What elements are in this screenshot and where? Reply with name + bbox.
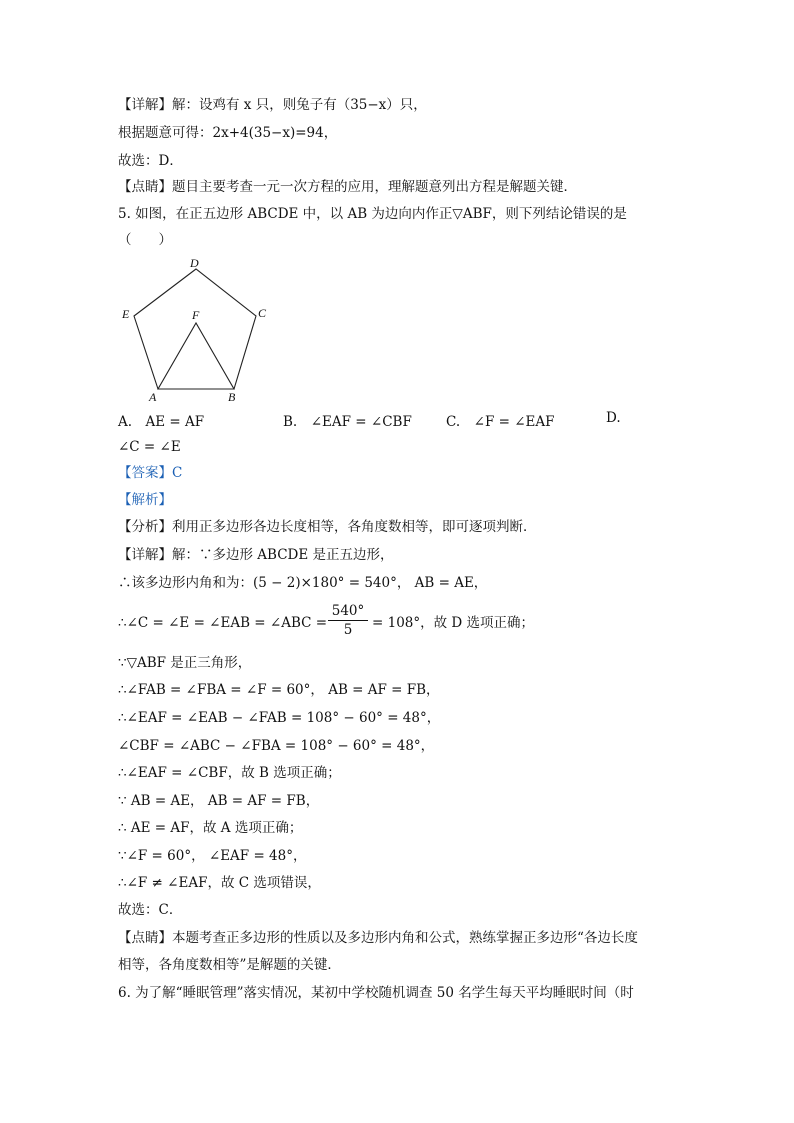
detail-line-2: ∴该多边形内角和为：(5 − 2)×180° = 540°， AB = AE， (118, 575, 488, 591)
detail-line-4: ∵▽ABF 是正三角形， (118, 655, 252, 671)
label-c: C (258, 306, 267, 320)
pentagon-figure (118, 255, 278, 405)
fraction-540-over-5 (328, 602, 368, 639)
analysis-tag: 【解析】 (118, 492, 172, 508)
triangle-abf (158, 323, 234, 389)
option-b: B. ∠EAF = ∠CBF (283, 414, 412, 430)
detail-line-3-right: = 108°，故 D 选项正确； (372, 615, 535, 631)
detail-line-11: ∵∠F = 60°， ∠EAF = 48°， (118, 848, 307, 864)
analysis-text: 【分析】利用正多边形各边长度相等，各角度数相等，即可逐项判断． (118, 519, 537, 535)
line-equation: 根据题意可得：2x+4(35−x)=94， (118, 125, 338, 141)
pentagon-abcde (134, 269, 256, 389)
fraction-denominator: 5 (343, 622, 353, 638)
detail-line-6: ∴∠EAF = ∠EAB − ∠FAB = 108° − 60° = 48°， (118, 710, 441, 726)
comment-line-2: 相等，各角度数相等”是解题的关键． (118, 957, 341, 973)
label-f: F (192, 308, 200, 322)
label-e: E (122, 307, 130, 321)
detail-line-8: ∴∠EAF = ∠CBF，故 B 选项正确； (118, 765, 341, 781)
option-d: D. (606, 410, 621, 426)
question-6: 6. 为了解“睡眠管理”落实情况，某初中学校随机调查 50 名学生每天平均睡眠时间（时 (118, 985, 634, 1001)
detail-line-13: 故选：C． (118, 902, 183, 918)
comment-line-1: 【点睛】本题考查正多边形的性质以及多边形内角和公式，熟练掌握正多边形“各边长度 (118, 930, 638, 946)
option-a: A. AE = AF (118, 414, 205, 430)
label-a: A (149, 390, 157, 404)
label-b: B (228, 390, 236, 404)
question-5-blank: （ ） (118, 232, 172, 248)
detail-line-5: ∴∠FAB = ∠FBA = ∠F = 60°， AB = AF = FB， (118, 682, 440, 698)
label-d: D (190, 256, 199, 270)
option-c: C. ∠F = ∠EAF (446, 414, 555, 430)
option-d-content: ∠C = ∠E (118, 439, 181, 455)
question-5: 5. 如图，在正五边形 ABCDE 中，以 AB 为边向内作正▽ABF，则下列结论错误的是 (118, 206, 627, 222)
answer-tag: 【答案】C (118, 465, 183, 481)
detail-line-1: 【详解】解：∵多边形 ABCDE 是正五边形， (118, 547, 394, 563)
detail-line-10: ∴ AE = AF，故 A 选项正确； (118, 820, 303, 836)
detail-line-3-left: ∴∠C = ∠E = ∠EAB = ∠ABC = (118, 615, 328, 631)
detail-line-7: ∠CBF = ∠ABC − ∠FBA = 108° − 60° = 48°， (118, 738, 435, 754)
detail-line-9: ∵ AB = AE， AB = AF = FB， (118, 793, 320, 809)
fraction-numerator: 540° (328, 602, 368, 621)
line-comment-4: 【点睛】题目主要考查一元一次方程的应用，理解题意列出方程是解题关键． (118, 179, 577, 195)
detail-line-12: ∴∠F ≠ ∠EAF，故 C 选项错误， (118, 875, 321, 891)
line-detail-1: 【详解】解：设鸡有 x 只，则兔子有（35−x）只， (118, 97, 427, 113)
line-choose-d: 故选：D． (118, 153, 183, 169)
